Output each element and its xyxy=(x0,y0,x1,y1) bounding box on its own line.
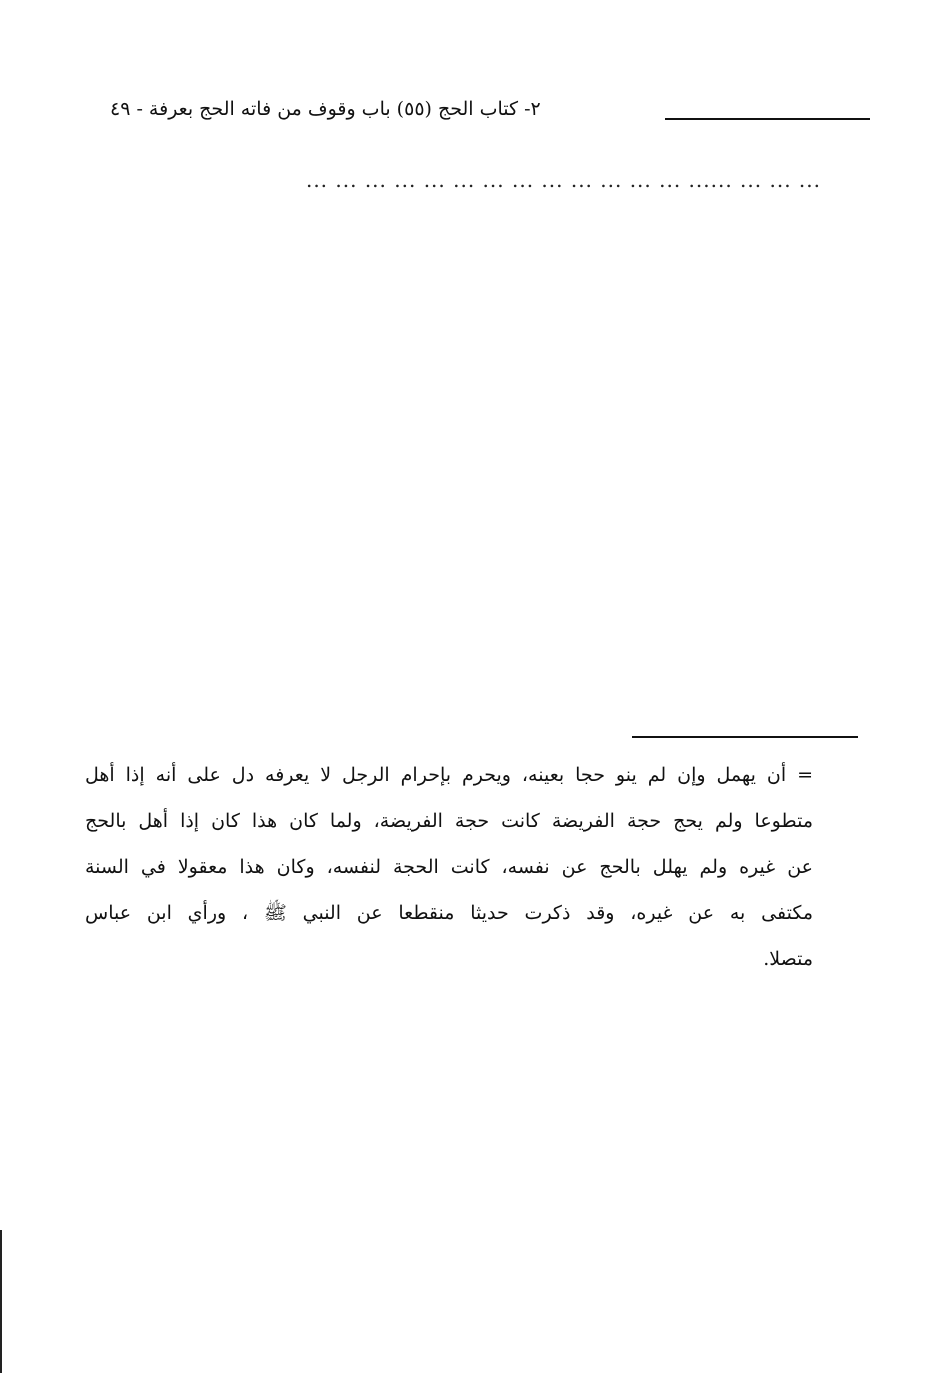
scan-edge-mark xyxy=(0,1230,2,1373)
footnote-line: = أن يهمل وإن لم ينو حجا بعينه، ويحرم بإحرام الرجل لا يعرفه دل على أنه إذا أهل xyxy=(85,764,813,786)
footnote-separator xyxy=(632,736,858,738)
footnote-line: مكتفى به عن غيره، وقد ذكرت حديثا منقطعا عن النبي ﷺ ، ورأي ابن عباس xyxy=(85,902,813,924)
footnote-line: متطوعا ولم يحج حجة الفريضة كانت حجة الفريضة، ولما كان هذا كان إذا أهل بالحج xyxy=(85,810,813,832)
footnote-line: متصلا. xyxy=(763,948,813,970)
footnote-line: عن غيره ولم يهلل بالحج عن نفسه، كانت الحجة لنفسه، وكان هذا معقولا في السنة xyxy=(85,856,813,878)
header-rule xyxy=(665,118,870,120)
running-header: ٢- كتاب الحج (٥٥) باب وقوف من فاته الحج بعرفة - ٤٩ xyxy=(110,98,541,120)
footnote xyxy=(85,752,813,982)
ellipsis-placeholder: ... ... ... ... ... ... ... ... ... ... ... ... ... ...... ... ... ... xyxy=(305,168,821,192)
